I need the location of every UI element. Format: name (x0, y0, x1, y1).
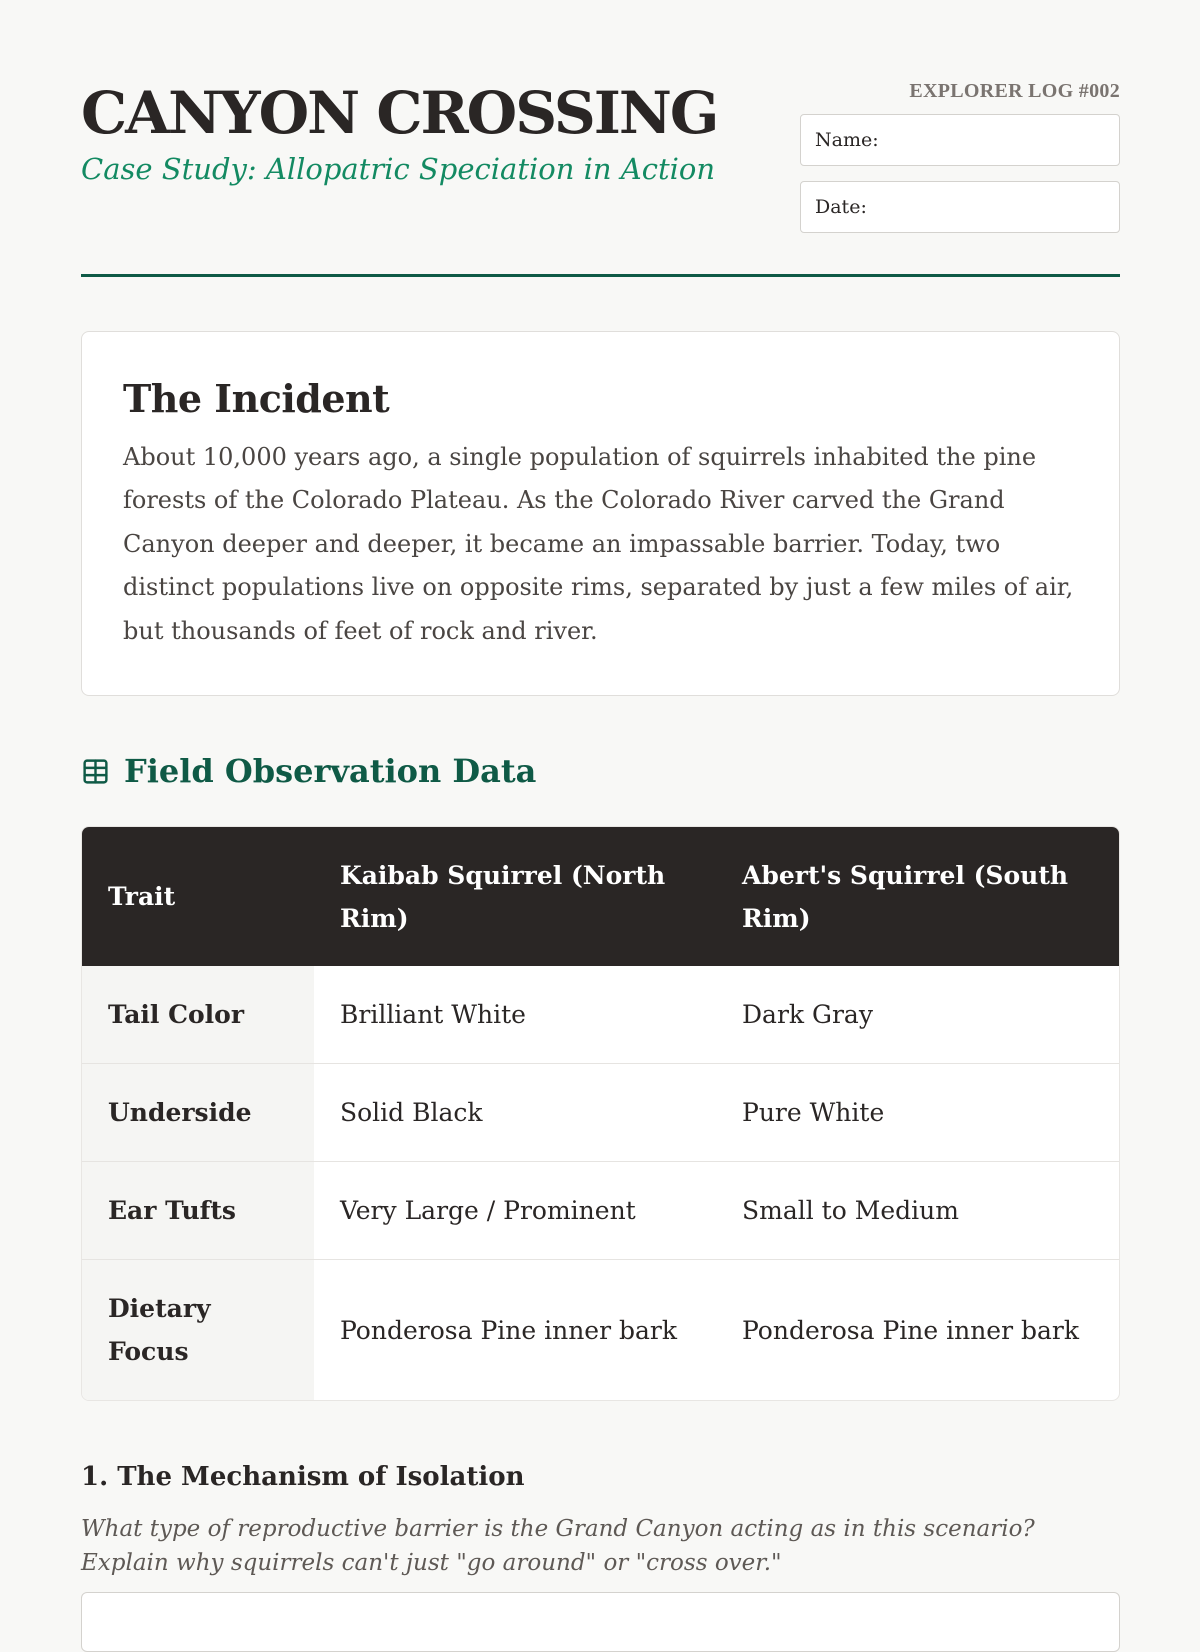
table-row (82, 1260, 1119, 1401)
name-field[interactable] (800, 114, 1120, 166)
name-field-label: Name: (815, 129, 879, 151)
page-title: CANYON CROSSING (81, 79, 718, 147)
page-subtitle: Case Study: Allopatric Speciation in Action (81, 152, 716, 186)
trait-cell: Underside (82, 1064, 314, 1162)
column-header-north-rim: Kaibab Squirrel (North Rim) (314, 827, 716, 966)
date-field[interactable] (800, 181, 1120, 233)
table-grid-icon (81, 757, 110, 786)
column-header-trait: Trait (82, 827, 314, 966)
observation-table-wrapper (81, 826, 1120, 1401)
column-header-south-rim: Abert's Squirrel (South Rim) (716, 827, 1119, 966)
worksheet-header (81, 0, 1120, 277)
incident-body: About 10,000 years ago, a single population of squirrels inhabited the pine forests of the Colorado Plateau. As the Colorado River carved the Grand Canyon deeper and deeper, it became an impassable barrier. Today, two distinct populations live on opposite rims, separated by just a few miles of air, but thousands of feet of rock and river. (123, 442, 1074, 645)
south-rim-cell: Dark Gray (742, 1000, 873, 1029)
observation-table (82, 827, 1119, 1400)
answer-box[interactable] (81, 1592, 1120, 1652)
trait-cell: Tail Color (82, 966, 314, 1064)
south-rim-cell: Small to Medium (716, 1162, 1119, 1260)
table-header-row (82, 827, 1119, 966)
date-field-label: Date: (815, 196, 867, 218)
trait-cell: Ear Tufts (82, 1162, 314, 1260)
incident-heading: The Incident (123, 376, 390, 421)
incident-card (81, 331, 1120, 696)
worksheet-page (81, 0, 1120, 1576)
south-rim-cell: Pure White (716, 1064, 1119, 1162)
explorer-log-id: EXPLORER LOG #002 (909, 80, 1120, 102)
south-rim-cell: Ponderosa Pine inner bark (716, 1260, 1119, 1401)
question-prompt: What type of reproductive barrier is the Grand Canyon acting as in this scenario? Explain why squirrels can't just "go around" or "cross over." (81, 1516, 1035, 1576)
observation-heading: Field Observation Data (124, 752, 537, 790)
north-rim-cell: Solid Black (314, 1064, 716, 1162)
table-row (82, 1064, 1119, 1162)
north-rim-cell: Ponderosa Pine inner bark (314, 1260, 716, 1401)
observation-section-title (81, 752, 536, 790)
trait-cell: Dietary Focus (82, 1260, 314, 1401)
north-rim-cell: Brilliant White (340, 1000, 526, 1029)
question-title: 1. The Mechanism of Isolation (81, 1462, 525, 1492)
north-rim-cell: Very Large / Prominent (314, 1162, 716, 1260)
table-row (82, 966, 1119, 1064)
table-row (82, 1162, 1119, 1260)
